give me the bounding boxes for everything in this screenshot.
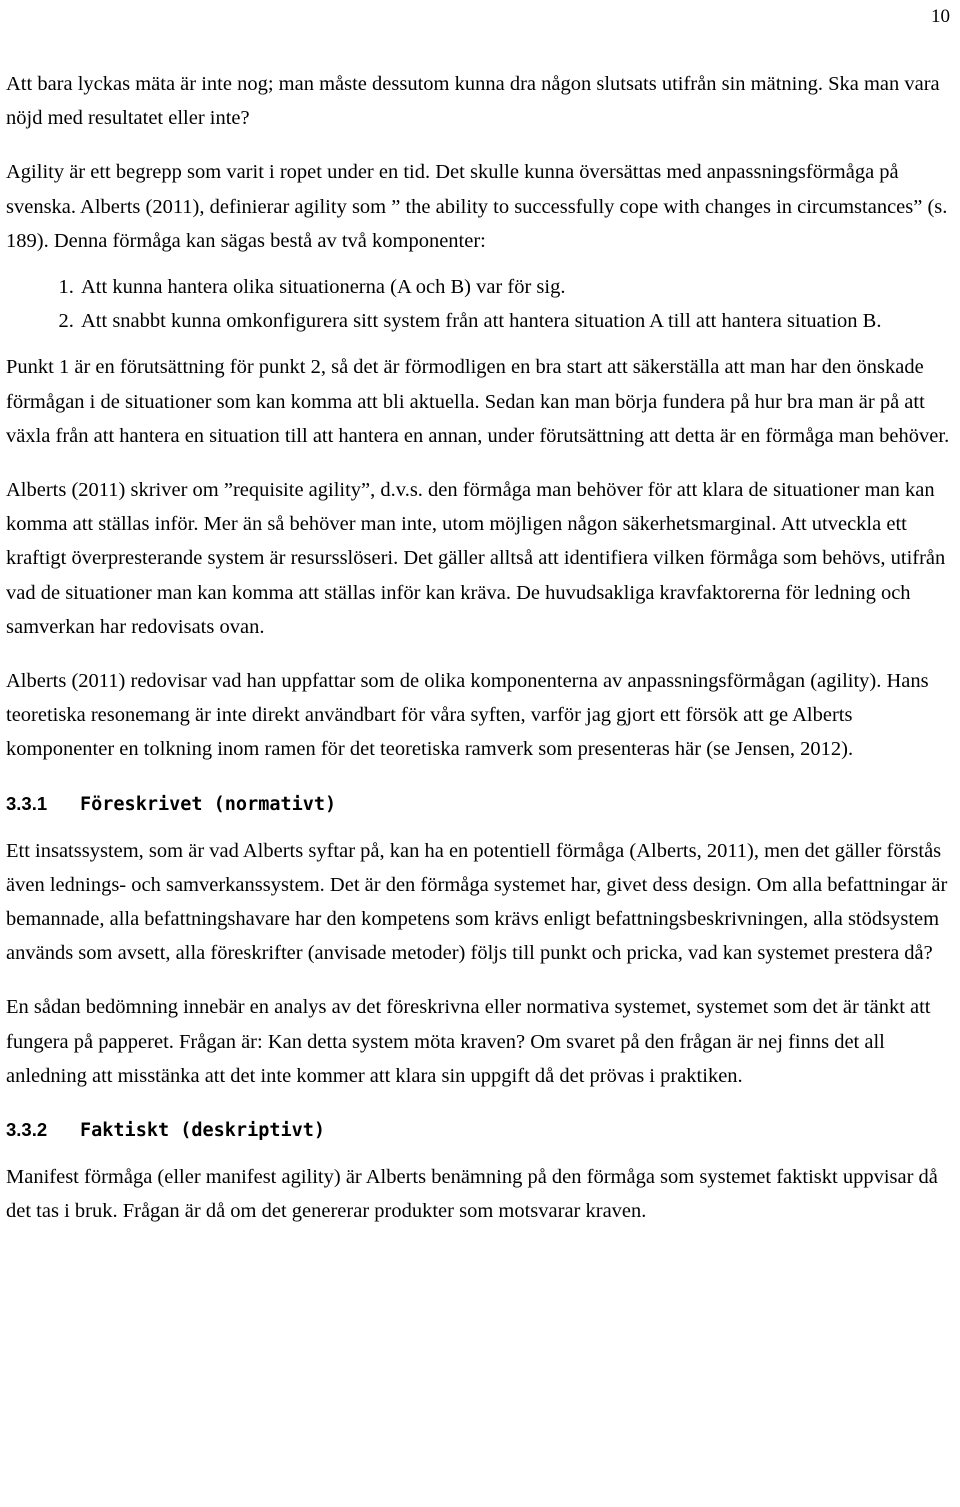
page-number: 10 <box>931 6 950 27</box>
list-item: 2. Att snabbt kunna omkonfigurera sitt system från att hantera situation A till att hantera situation B. <box>79 304 956 338</box>
document-body <box>6 67 956 1228</box>
paragraph-requisite-agility: Alberts (2011) skriver om ”requisite agility”, d.v.s. den förmåga man behöver för att klara de situationer man kan komma att ställas inför. Mer än så behöver man inte, utom möjligen någon säkerhetsmarginal. Att utveckla ett kraftigt överpresterande system är resursslöseri. Det gäller alltså att identifiera vilken förmåga som behövs, utifrån vad de situationer man kan komma att ställas inför kan kräva. De huvudsakliga kravfaktorerna för ledning och samverkan har redovisats ovan. <box>6 479 946 638</box>
heading-3-3-1 <box>6 791 956 818</box>
heading-title: Föreskrivet (normativt) <box>80 793 337 815</box>
heading-number: 3.3.1 <box>6 792 48 814</box>
heading-title: Faktiskt (deskriptivt) <box>80 1120 326 1142</box>
paragraph-agility-definition: Agility är ett begrepp som varit i ropet under en tid. Det skulle kunna översättas med anpassningsförmåga på svenska. Alberts (2011), definierar agility som ” the ability to successfully cope with changes in circumstances” (s. 189). Denna förmåga kan sägas bestå av två komponenter: <box>6 161 948 252</box>
list-item: 1. Att kunna hantera olika situationerna (A och B) var för sig. <box>79 270 956 304</box>
heading-3-3-2 <box>6 1117 956 1144</box>
paragraph-alberts-components: Alberts (2011) redovisar vad han uppfattar som de olika komponenterna av anpassningsförmågan (agility). Hans teoretiska resonemang är inte direkt användbart för våra syften, varför jag gjort ett försök att ge Alberts komponenter en tolkning inom ramen för det teoretiska ramverk som presenteras här (se Jensen, 2012). <box>6 670 929 761</box>
paragraph-manifest-capability: Manifest förmåga (eller manifest agility) är Alberts benämning på den förmåga som systemet faktiskt uppvisar då det tas i bruk. Frågan är då om det genererar produkter som motsvarar kraven. <box>6 1166 938 1223</box>
paragraph-measurement: Att bara lyckas mäta är inte nog; man måste dessutom kunna dra någon slutsats utifrån sin mätning. Ska man vara nöjd med resultatet eller inte? <box>6 73 940 130</box>
agility-components-list <box>6 270 956 338</box>
paragraph-point-one: Punkt 1 är en förutsättning för punkt 2, så det är förmodligen en bra start att säkerställa att man har den önskade förmågan i de situationer som kan komma att bli aktuella. Sedan kan man börja fundera på hur bra man är på att växla från att hantera en situation till att hantera en annan, under förutsättning att detta är en förmåga man behöver. <box>6 356 950 447</box>
paragraph-normative-analysis: En sådan bedömning innebär en analys av det föreskrivna eller normativa systemet, systemet som det är tänkt att fungera på papperet. Frågan är: Kan detta system möta kraven? Om svaret på den frågan är nej finns det all anledning att misstänka att det inte kommer att klara sin uppgift då det prövas i praktiken. <box>6 996 931 1087</box>
heading-number: 3.3.2 <box>6 1119 48 1141</box>
paragraph-potential-capability: Ett insatssystem, som är vad Alberts syftar på, kan ha en potentiell förmåga (Alberts, 2011), men det gäller förstås även lednings- och samverkanssystem. Det är den förmåga systemet har, givet dess design. Om alla befattningar är bemannade, alla befattningshavare har den kompetens som krävs enligt befattningsbeskrivningen, alla stödsystem används som avsett, alla föreskrifter (anvisade metoder) följs till punkt och pricka, vad kan systemet prestera då? <box>6 839 948 965</box>
